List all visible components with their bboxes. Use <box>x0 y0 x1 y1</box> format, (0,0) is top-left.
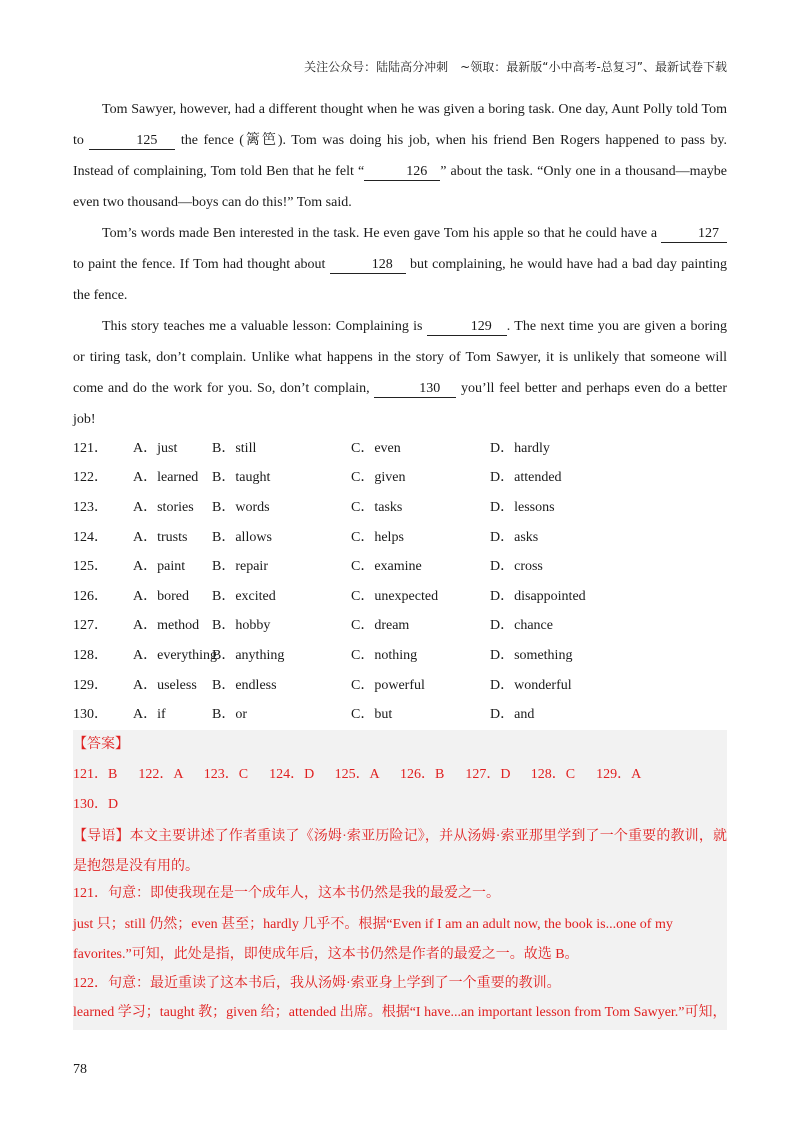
option-row <box>73 580 610 610</box>
paragraph-text: This story teaches me a valuable lesson: Complaining is <box>102 319 423 334</box>
paragraph-1 <box>73 94 727 218</box>
option-c: C．nothing <box>351 647 418 663</box>
option-a: A．everything <box>133 647 217 663</box>
option-row <box>73 432 610 462</box>
option-b: B．anything <box>212 647 285 663</box>
blank-126: 126 <box>364 164 440 181</box>
answer-item: 129．A <box>596 767 642 782</box>
option-b: B．repair <box>212 559 268 575</box>
question-number: 127． <box>73 618 108 634</box>
option-a: A．if <box>133 707 166 723</box>
explanation-121-detail: just 只；still 仍然；even 甚至；hardly 几乎不。根据“Even if I am an adult now, the book is...one of my favorites.”可知，此处是指，即使成年后，这本书仍然是作者的最爱之一。故选 B。 <box>73 917 673 962</box>
question-number: 122． <box>73 470 108 486</box>
question-number: 129． <box>73 677 108 693</box>
blank-129: 129 <box>427 319 507 336</box>
option-d: D．asks <box>490 529 539 545</box>
answer-item: 128．C <box>530 767 576 782</box>
option-row <box>73 521 610 551</box>
option-d: D．wonderful <box>490 677 572 693</box>
passage <box>73 94 727 435</box>
guide-text: 【导语】本文主要讲述了作者重读了《汤姆·索亚历险记》，并从汤姆·索亚那里学到了一个重要的教训，就是抱怨是没有用的。 <box>73 829 727 874</box>
paragraph-text: . The next time you are given a boring or tiring task, don’t complain. Unlike what happens in the story of Tom Sawyer, it is unlikely that someone will come and do the work for you. So, don’t complain, <box>73 319 727 396</box>
answer-item-last: 130．D <box>73 797 119 812</box>
option-c: C．examine <box>351 559 422 575</box>
answer-item: 125．A <box>334 767 380 782</box>
option-b: B．hobby <box>212 618 271 634</box>
paragraph-3 <box>73 311 727 435</box>
answer-item: 127．D <box>465 767 511 782</box>
option-a: A．bored <box>133 588 189 604</box>
question-number: 123． <box>73 499 108 515</box>
option-b: B．still <box>212 440 257 456</box>
option-row <box>73 610 610 640</box>
paragraph-text: Tom Sawyer, however, had a different thought when he was given a boring task. One day, Aunt Polly told Tom to <box>73 102 727 148</box>
option-d: D．chance <box>490 618 553 634</box>
option-d: D．hardly <box>490 440 550 456</box>
option-b: B．allows <box>212 529 272 545</box>
paragraph-text: ” about the task. “Only one in a thousand—maybe even two thousand—boys can do this!” Tom said. <box>73 164 727 210</box>
answer-item: 122．A <box>138 767 184 782</box>
option-row <box>73 491 610 521</box>
option-a: A．just <box>133 440 178 456</box>
explanation-122-meaning: 122．句意：最近重读了这本书后，我从汤姆·索亚身上学到了一个重要的教训。 <box>73 976 561 991</box>
option-d: D．something <box>490 647 573 663</box>
question-number: 130． <box>73 707 108 723</box>
paragraph-text: to paint the fence. If Tom had thought about <box>73 257 326 272</box>
option-b: B．endless <box>212 677 277 693</box>
option-a: A．useless <box>133 677 197 693</box>
answer-label: 【答案】 <box>73 737 129 752</box>
explanation-122-detail: learned 学习；taught 教；given 给；attended 出席。根据“I have...an important lesson from Tom Sawyer.”可知， <box>73 1005 727 1020</box>
page-number: 78 <box>73 1062 87 1077</box>
option-c: C．given <box>351 470 406 486</box>
option-a: A．learned <box>133 470 199 486</box>
option-d: D．lessons <box>490 499 555 515</box>
option-c: C．unexpected <box>351 588 439 604</box>
paragraph-text: you’ll feel better and perhaps even do a better job! <box>73 381 728 427</box>
answer-item: 121．B <box>73 767 118 782</box>
option-c: C．even <box>351 440 401 456</box>
options-list <box>73 432 610 728</box>
option-c: C．but <box>351 707 393 723</box>
option-row <box>73 462 610 492</box>
page-header: 关注公众号：陆陆高分冲刺 ~领取：最新版“小中高考-总复习”、最新试卷下载 <box>304 60 727 74</box>
question-number: 124． <box>73 529 108 545</box>
paragraph-text: the fence (篱笆). Tom was doing his job, when his friend Ben Rogers happened to pass by. Instead of complaining, Tom told Ben that he felt “ <box>73 133 728 179</box>
option-row <box>73 698 610 728</box>
option-row <box>73 669 610 699</box>
option-a: A．stories <box>133 499 194 515</box>
explanation-121-meaning: 121．句意：即使我现在是一个成年人，这本书仍然是我的最爱之一。 <box>73 886 500 901</box>
blank-127: 127 <box>661 226 727 243</box>
answer-item: 126．B <box>399 767 445 782</box>
option-row <box>73 550 610 580</box>
paragraph-text: but complaining, he would have had a bad day painting the fence. <box>73 257 728 303</box>
paragraph-2 <box>73 218 727 311</box>
option-b: B．excited <box>212 588 276 604</box>
blank-130: 130 <box>374 381 456 398</box>
answer-item: 124．D <box>269 767 315 782</box>
option-c: C．powerful <box>351 677 425 693</box>
option-a: A．trusts <box>133 529 188 545</box>
option-c: C．dream <box>351 618 410 634</box>
paragraph-text: Tom’s words made Ben interested in the task. He even gave Tom his apple so that he could have a <box>102 226 658 241</box>
blank-125: 125 <box>89 133 175 150</box>
option-d: D．disappointed <box>490 588 586 604</box>
option-b: B．or <box>212 707 247 723</box>
answer-item: 123．C <box>203 767 249 782</box>
option-d: D．and <box>490 707 535 723</box>
option-a: A．method <box>133 618 200 634</box>
question-number: 125． <box>73 559 108 575</box>
blank-128: 128 <box>330 257 406 274</box>
option-d: D．cross <box>490 559 543 575</box>
answer-key-row <box>73 763 727 783</box>
option-row <box>73 639 610 669</box>
option-b: B．words <box>212 499 270 515</box>
question-number: 126． <box>73 588 108 604</box>
option-a: A．paint <box>133 559 186 575</box>
option-c: C．helps <box>351 529 404 545</box>
option-c: C．tasks <box>351 499 403 515</box>
option-b: B．taught <box>212 470 271 486</box>
question-number: 128． <box>73 647 108 663</box>
option-d: D．attended <box>490 470 562 486</box>
question-number: 121． <box>73 440 108 456</box>
